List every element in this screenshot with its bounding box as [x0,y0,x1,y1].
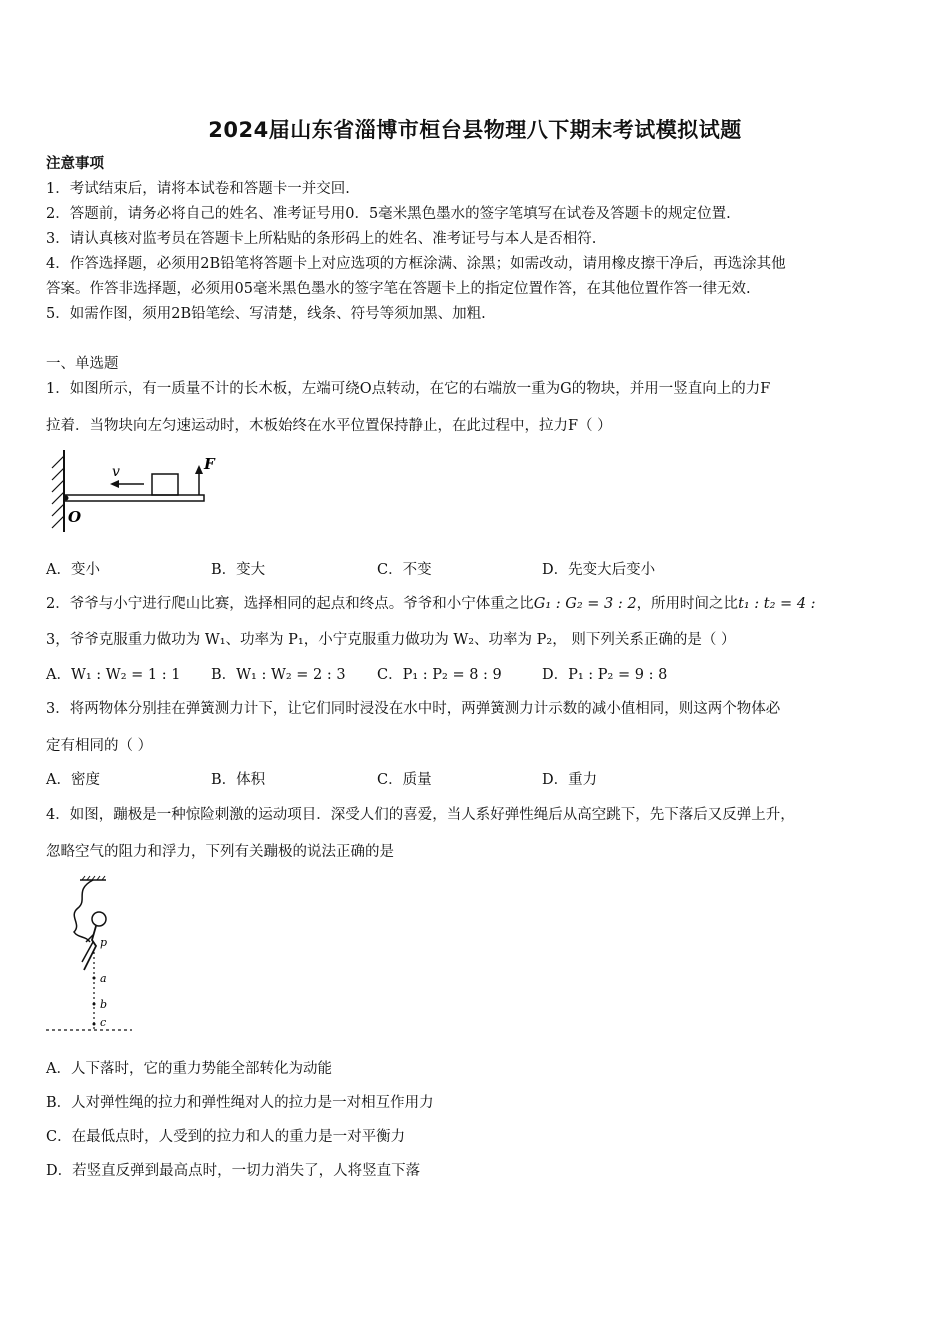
q2-stem-text-b: ，所用时间之比 [636,596,739,612]
q1-option-c[interactable]: C．不变 [377,562,432,578]
q4-option-b[interactable]: B．人对弹性绳的拉力和弹性绳对人的拉力是一对相互作用力 [46,1095,434,1111]
q4-stem-line1: 4．如图，蹦极是一种惊险刺激的运动项目．深受人们的喜爱，当人系好弹性绳后从高空跳下，先下落后又反弹上升， [46,807,795,823]
notice-heading: 注意事项 [46,155,104,172]
q4-fig-label-c: c [100,1016,107,1029]
q4-fig-label-a: a [100,972,107,985]
q2-option-d[interactable]: D．P₁ : P₂ = 9 : 8 [542,667,668,683]
notice-item: 2．答题前，请务必将自己的姓名、准考证号用0．5毫米黑色墨水的签字笔填写在试卷及答题卡的规定位置. [46,206,731,222]
q4-bungee-figure [44,874,140,1034]
q3-option-d[interactable]: D．重力 [542,772,598,788]
q2-option-b[interactable]: B．W₁ : W₂ = 2 : 3 [211,667,346,683]
q1-option-d[interactable]: D．先变大后变小 [542,562,656,578]
notice-item: 4．作答选择题，必须用2B铅笔将答题卡上对应选项的方框涂满、涂黑；如需改动，请用橡皮擦干净后，再选涂其他 [46,256,786,272]
notice-item: 1．考试结束后，请将本试卷和答题卡一并交回. [46,181,350,197]
q2-option-a[interactable]: A．W₁ : W₂ = 1 : 1 [46,667,181,683]
q4-fig-label-p: p [100,936,108,949]
q3-stem-line2: 定有相同的（ ） [46,738,153,754]
q2-stem-line2: 3，爷爷克服重力做功为 W₁、功率为 P₁，小宁克服重力做功为 W₂、功率为 P₂， 则下列关系正确的是（ ） [46,632,736,648]
q4-option-c[interactable]: C．在最低点时，人受到的拉力和人的重力是一对平衡力 [46,1129,406,1145]
q2-option-c[interactable]: C．P₁ : P₂ = 8 : 9 [377,667,502,683]
q3-stem-line1: 3．将两物体分别挂在弹簧测力计下，让它们同时浸没在水中时，两弹簧测力计示数的减小值相同，则这两个物体必 [46,701,781,717]
q1-stem-line2: 拉着．当物块向左匀速运动时，木板始终在水平位置保持静止，在此过程中，拉力F（ ） [46,418,612,434]
notice-item: 3．请认真核对监考员在答题卡上所粘贴的条形码上的姓名、准考证号与本人是否相符. [46,231,597,247]
q2-stem-text-a: 2．爷爷与小宁进行爬山比赛，选择相同的起点和终点。爷爷和小宁体重之比 [46,596,534,612]
q4-fig-label-b: b [100,998,108,1011]
q3-option-b[interactable]: B．体积 [211,772,266,788]
notice-item: 答案。作答非选择题，必须用05毫米黑色墨水的签字笔在答题卡上的指定位置作答，在其他位置作答一律无效. [46,281,751,297]
q1-option-b[interactable]: B．变大 [211,562,266,578]
q3-option-c[interactable]: C．质量 [377,772,432,788]
q4-stem-line2: 忽略空气的阻力和浮力，下列有关蹦极的说法正确的是 [46,844,394,860]
q2-weight-ratio: G₁ : G₂ = 3 : 2 [533,596,637,612]
q2-time-ratio: t₁ : t₂ = 4 : [738,596,816,612]
notice-item: 5．如需作图，须用2B铅笔绘、写清楚，线条、符号等须加黑、加粗. [46,306,486,322]
page-title: 2024届山东省淄博市桓台县物理八下期末考试模拟试题 [208,118,742,142]
q1-fig-pivot-label: O [68,508,82,526]
q4-option-d[interactable]: D．若竖直反弹到最高点时，一切力消失了，人将竖直下落 [46,1163,421,1179]
q2-stem-line1 [46,592,816,613]
section-heading: 一、单选题 [46,356,119,372]
q1-fig-velocity-label: v [112,464,120,480]
q4-option-a[interactable]: A．人下落时，它的重力势能全部转化为动能 [46,1061,332,1077]
q1-option-a[interactable]: A．变小 [46,562,100,578]
q1-stem-line1: 1．如图所示，有一质量不计的长木板，左端可绕O点转动，在它的右端放一重为G的物块，并用一竖直向上的力F [46,381,771,397]
q1-lever-figure [44,446,224,538]
q1-fig-force-label: F [204,455,215,473]
q3-option-a[interactable]: A．密度 [46,772,100,788]
